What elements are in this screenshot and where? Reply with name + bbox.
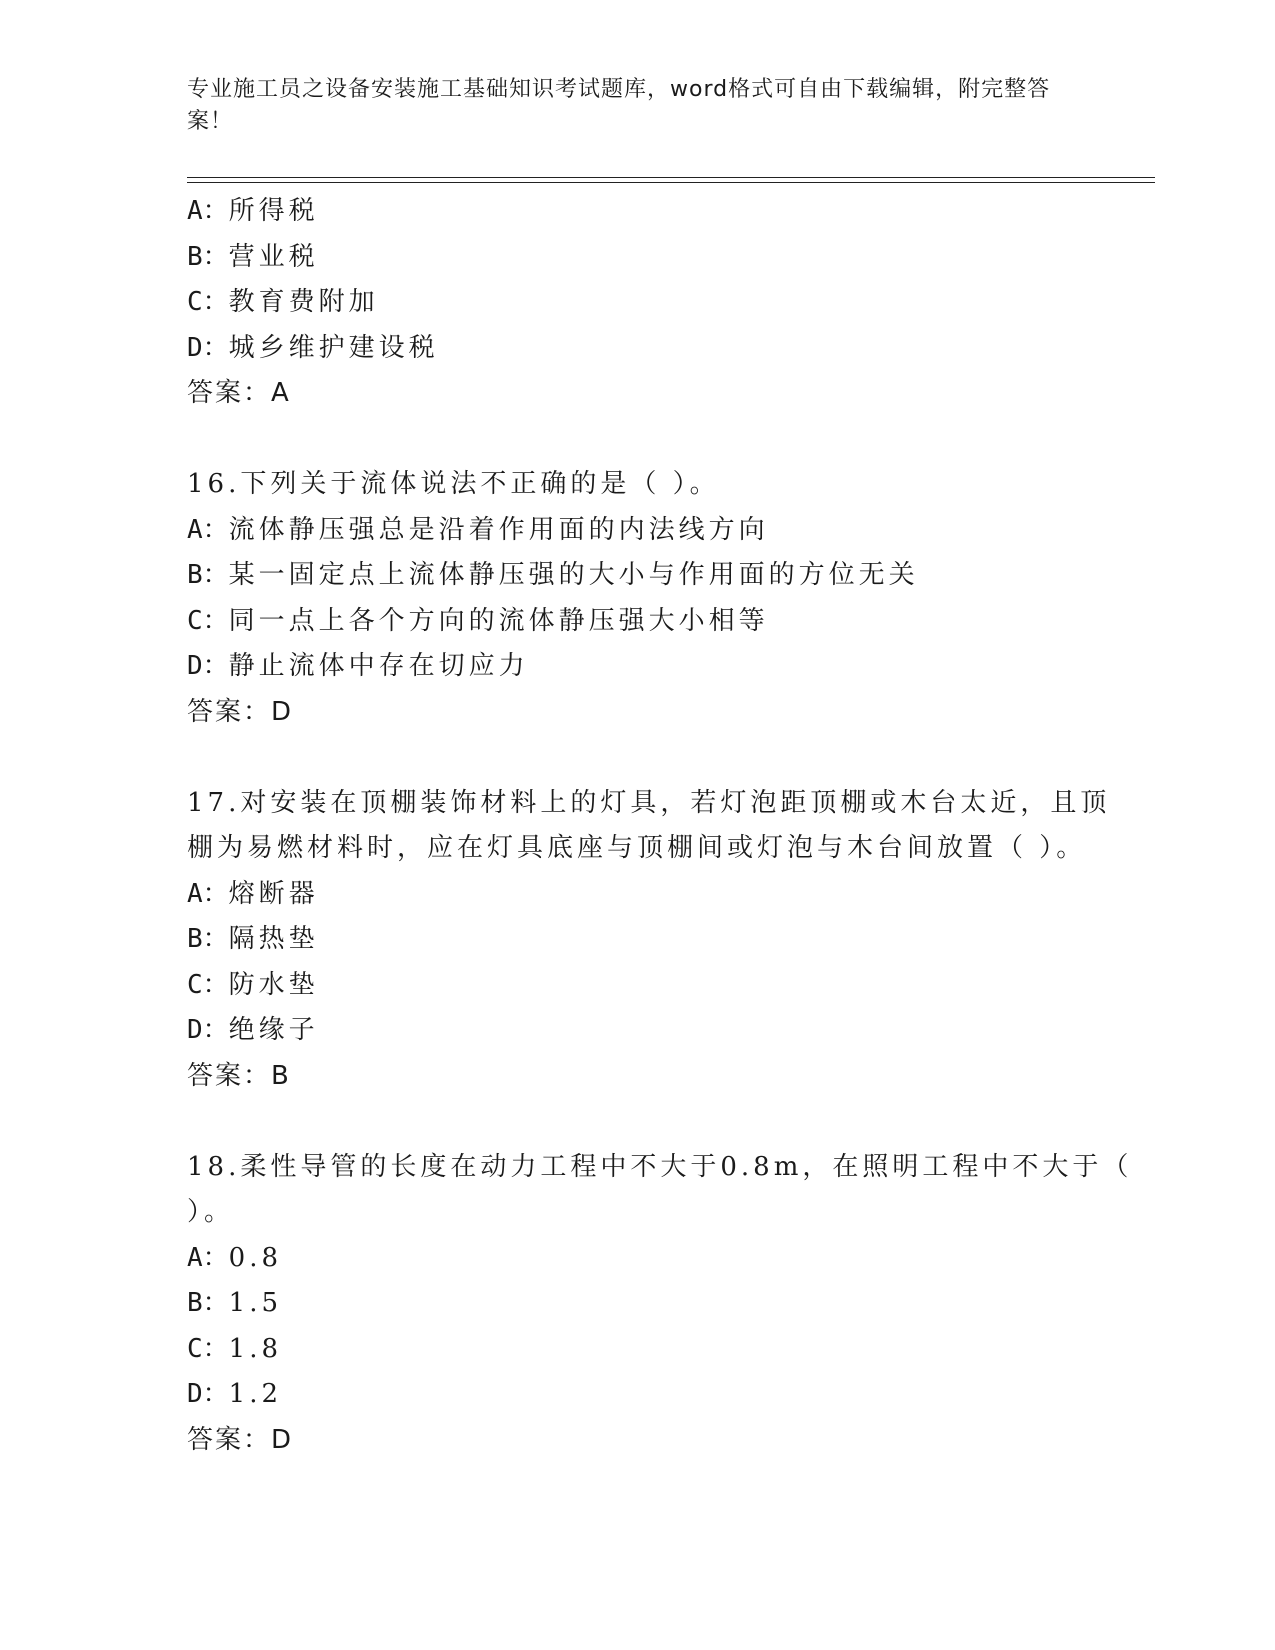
option-text: 熔断器	[228, 878, 319, 909]
question-17	[187, 781, 1111, 1100]
option-key: B：	[187, 560, 229, 590]
header-divider-bottom	[187, 182, 1155, 183]
option-a	[187, 508, 1087, 554]
option-key: D：	[187, 1015, 229, 1045]
option-key: A：	[187, 196, 229, 226]
option-b	[187, 235, 1087, 281]
option-key: B：	[187, 241, 229, 272]
option-text: 1.5	[228, 1288, 283, 1318]
question-stem-continued: 棚为易燃材料时，应在灯具底座与顶棚间或灯泡与木台间放置（ ）。	[187, 833, 1087, 863]
option-c	[187, 1327, 1087, 1373]
option-text: 防水垫	[228, 969, 319, 1000]
option-d	[187, 644, 1087, 690]
option-key: C：	[187, 969, 229, 1000]
option-text: 同一点上各个方向的流体静压强大小相等	[228, 605, 769, 636]
answer: 答案：B	[187, 1060, 291, 1091]
option-key: B：	[187, 1288, 229, 1318]
option-key: C：	[187, 287, 229, 317]
option-key: A：	[187, 878, 229, 909]
question-stem: 17.对安装在顶棚装饰材料上的灯具，若灯泡距顶棚或木台太近，且顶	[187, 787, 1111, 818]
option-text: 教育费附加	[228, 287, 379, 317]
option-b	[187, 553, 1087, 599]
option-text: 1.8	[228, 1333, 283, 1364]
question-18	[187, 1145, 1133, 1464]
option-text: 隔热垫	[228, 924, 319, 954]
spacer	[187, 1099, 1087, 1145]
option-key: A：	[187, 514, 229, 545]
question-stem: 18.柔性导管的长度在动力工程中不大于0.8m，在照明工程中不大于（	[187, 1151, 1133, 1182]
spacer	[187, 417, 1087, 463]
answer: 答案：A	[187, 378, 291, 408]
question-16	[187, 462, 1087, 735]
option-key: D：	[187, 651, 229, 681]
option-c	[187, 599, 1087, 645]
option-text: 城乡维护建设税	[228, 332, 439, 363]
option-text: 1.2	[228, 1379, 283, 1409]
answer: 答案：D	[187, 696, 294, 727]
option-a	[187, 872, 1087, 918]
option-key: C：	[187, 605, 229, 636]
question-list	[187, 189, 1133, 1463]
spacer	[187, 735, 1087, 781]
option-text: 0.8	[228, 1242, 283, 1273]
option-text: 静止流体中存在切应力	[228, 651, 529, 681]
option-c	[187, 280, 1087, 326]
option-a	[187, 1236, 1087, 1282]
option-text: 所得税	[228, 196, 319, 226]
option-b	[187, 1281, 1087, 1327]
option-d	[187, 326, 1087, 372]
option-key: A：	[187, 1242, 229, 1273]
question-stem-continued: ）。	[187, 1197, 235, 1227]
question-stem: 16.下列关于流体说法不正确的是（ ）。	[187, 469, 720, 499]
option-d	[187, 1372, 1087, 1418]
option-key: C：	[187, 1333, 229, 1364]
option-key: B：	[187, 924, 229, 954]
option-text: 流体静压强总是沿着作用面的内法线方向	[228, 514, 769, 545]
option-b	[187, 917, 1087, 963]
option-text: 绝缘子	[228, 1015, 319, 1045]
option-text: 某一固定点上流体静压强的大小与作用面的方位无关	[228, 560, 919, 590]
question-15	[187, 189, 1087, 417]
option-a	[187, 189, 1087, 235]
answer: 答案：D	[187, 1424, 294, 1455]
option-c	[187, 963, 1087, 1009]
option-key: D：	[187, 332, 229, 363]
option-key: D：	[187, 1379, 229, 1409]
option-d	[187, 1008, 1087, 1054]
document-header: 专业施工员之设备安装施工基础知识考试题库，word格式可自由下载编辑，附完整答案！	[187, 77, 1051, 134]
header-divider-top	[187, 177, 1155, 178]
option-text: 营业税	[228, 241, 319, 272]
